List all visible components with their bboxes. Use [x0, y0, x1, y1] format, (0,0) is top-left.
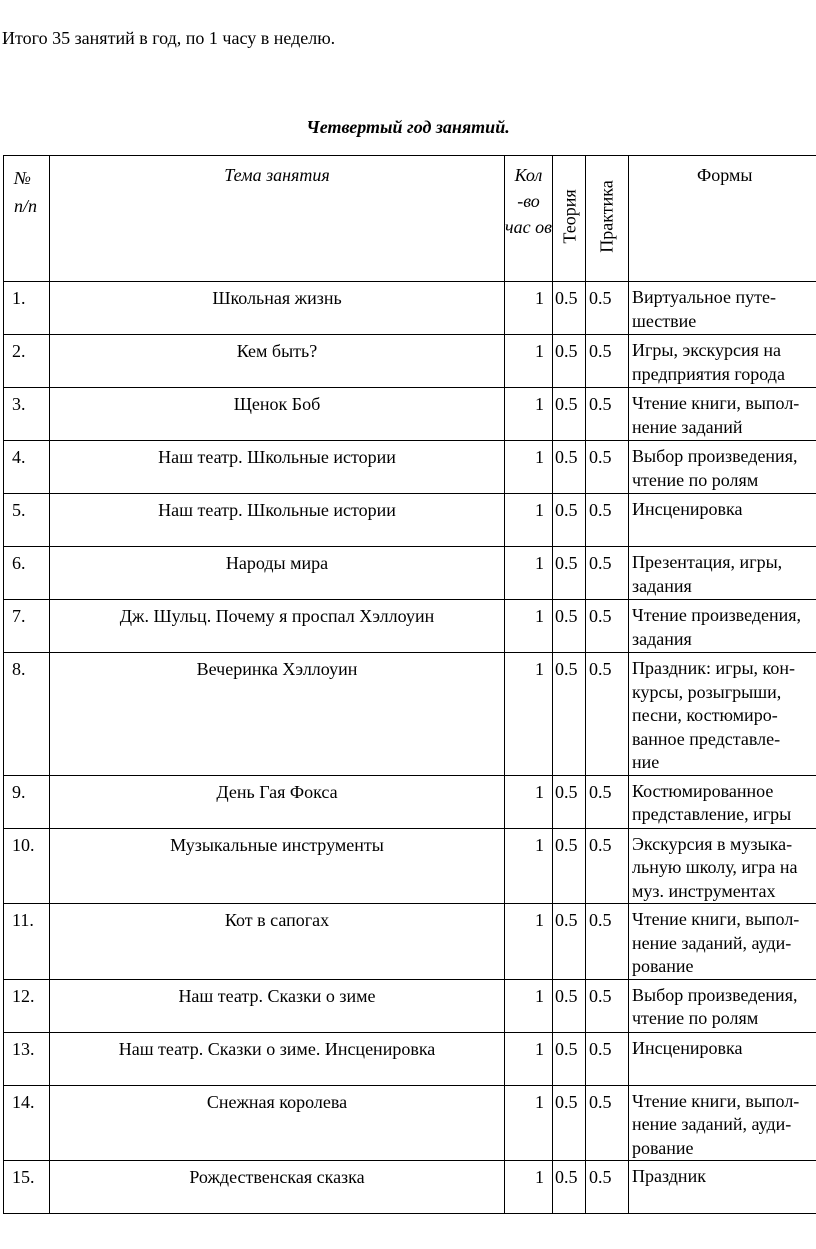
row-topic: Школьная жизнь — [50, 282, 505, 335]
header-theory — [553, 156, 586, 282]
row-hours: 1 — [505, 282, 553, 335]
row-theory: 0.5 — [553, 979, 586, 1032]
row-number: 11. — [4, 904, 50, 980]
row-theory: 0.5 — [553, 1032, 586, 1085]
row-number: 2. — [4, 335, 50, 388]
row-hours: 1 — [505, 979, 553, 1032]
row-practice: 0.5 — [586, 775, 629, 828]
section-title: Четвертый год занятий. — [306, 117, 510, 137]
header-theory-label: Теория — [559, 189, 580, 244]
row-forms: Костюмированное представление, игры — [629, 775, 816, 828]
table-row — [4, 547, 816, 600]
row-topic: Снежная королева — [50, 1085, 505, 1161]
row-hours: 1 — [505, 1085, 553, 1161]
row-forms: Праздник: игры, кон- курсы, розыгрыши, песни, костюмиро- ванное представле- ние — [629, 653, 816, 776]
row-theory: 0.5 — [553, 600, 586, 653]
row-hours: 1 — [505, 441, 553, 494]
row-practice: 0.5 — [586, 1032, 629, 1085]
row-practice: 0.5 — [586, 979, 629, 1032]
table-row — [4, 1161, 816, 1214]
row-practice: 0.5 — [586, 335, 629, 388]
row-forms: Выбор произведения, чтение по ролям — [629, 441, 816, 494]
row-forms: Чтение произведения, задания — [629, 600, 816, 653]
table-row — [4, 979, 816, 1032]
row-forms: Инсценировка — [629, 1032, 816, 1085]
header-forms: Формы — [629, 156, 816, 282]
table-row — [4, 828, 816, 904]
row-practice: 0.5 — [586, 600, 629, 653]
row-theory: 0.5 — [553, 1085, 586, 1161]
row-number: 3. — [4, 388, 50, 441]
row-number: 6. — [4, 547, 50, 600]
header-practice-label: Практика — [596, 180, 617, 253]
row-number: 1. — [4, 282, 50, 335]
row-hours: 1 — [505, 600, 553, 653]
row-topic: Наш театр. Сказки о зиме. Инсценировка — [50, 1032, 505, 1085]
row-topic: Кем быть? — [50, 335, 505, 388]
row-number: 13. — [4, 1032, 50, 1085]
row-topic: День Гая Фокса — [50, 775, 505, 828]
table-row — [4, 653, 816, 776]
row-practice: 0.5 — [586, 547, 629, 600]
row-topic: Вечеринка Хэллоуин — [50, 653, 505, 776]
row-hours: 1 — [505, 653, 553, 776]
table-row — [4, 441, 816, 494]
row-number: 9. — [4, 775, 50, 828]
row-hours: 1 — [505, 547, 553, 600]
row-forms: Чтение книги, выпол- нение заданий, ауди- рование — [629, 904, 816, 980]
row-topic: Народы мира — [50, 547, 505, 600]
table-row — [4, 1085, 816, 1161]
row-practice: 0.5 — [586, 494, 629, 547]
row-hours: 1 — [505, 904, 553, 980]
row-number: 12. — [4, 979, 50, 1032]
row-hours: 1 — [505, 775, 553, 828]
table-header-row — [4, 156, 816, 282]
row-forms: Экскурсия в музыка- льную школу, игра на муз. инструментах — [629, 828, 816, 904]
table-row — [4, 904, 816, 980]
header-practice — [586, 156, 629, 282]
row-forms: Виртуальное путе- шествие — [629, 282, 816, 335]
row-theory: 0.5 — [553, 904, 586, 980]
table-row — [4, 775, 816, 828]
row-theory: 0.5 — [553, 828, 586, 904]
row-theory: 0.5 — [553, 775, 586, 828]
table-row — [4, 335, 816, 388]
row-hours: 1 — [505, 1032, 553, 1085]
row-practice: 0.5 — [586, 441, 629, 494]
row-topic: Наш театр. Сказки о зиме — [50, 979, 505, 1032]
row-practice: 0.5 — [586, 388, 629, 441]
row-topic: Щенок Боб — [50, 388, 505, 441]
row-forms: Выбор произведения, чтение по ролям — [629, 979, 816, 1032]
header-hours: Кол -во час ов — [505, 156, 553, 282]
row-topic: Наш театр. Школьные истории — [50, 441, 505, 494]
row-practice: 0.5 — [586, 1161, 629, 1214]
row-theory: 0.5 — [553, 441, 586, 494]
table-row — [4, 1032, 816, 1085]
row-number: 5. — [4, 494, 50, 547]
row-topic: Рождественская сказка — [50, 1161, 505, 1214]
row-theory: 0.5 — [553, 494, 586, 547]
header-topic: Тема занятия — [50, 156, 505, 282]
row-topic: Наш театр. Школьные истории — [50, 494, 505, 547]
row-number: 8. — [4, 653, 50, 776]
table-row — [4, 388, 816, 441]
row-hours: 1 — [505, 828, 553, 904]
row-number: 4. — [4, 441, 50, 494]
row-number: 7. — [4, 600, 50, 653]
row-practice: 0.5 — [586, 828, 629, 904]
row-topic: Музыкальные инструменты — [50, 828, 505, 904]
row-theory: 0.5 — [553, 547, 586, 600]
row-forms: Презентация, игры, задания — [629, 547, 816, 600]
row-topic: Кот в сапогах — [50, 904, 505, 980]
row-practice: 0.5 — [586, 282, 629, 335]
row-forms: Чтение книги, выпол- нение заданий, ауди- рование — [629, 1085, 816, 1161]
row-forms: Игры, экскурсия на предприятия города — [629, 335, 816, 388]
row-number: 14. — [4, 1085, 50, 1161]
row-theory: 0.5 — [553, 1161, 586, 1214]
row-theory: 0.5 — [553, 388, 586, 441]
intro-text: Итого 35 занятий в год, по 1 часу в неделю. — [2, 28, 336, 48]
row-number: 15. — [4, 1161, 50, 1214]
row-hours: 1 — [505, 494, 553, 547]
row-practice: 0.5 — [586, 904, 629, 980]
row-hours: 1 — [505, 388, 553, 441]
lesson-table — [3, 155, 816, 1214]
row-hours: 1 — [505, 1161, 553, 1214]
row-forms: Инсценировка — [629, 494, 816, 547]
row-forms: Праздник — [629, 1161, 816, 1214]
row-theory: 0.5 — [553, 335, 586, 388]
table-row — [4, 600, 816, 653]
table-row — [4, 282, 816, 335]
row-forms: Чтение книги, выпол- нение заданий — [629, 388, 816, 441]
header-number: № п/п — [4, 156, 50, 282]
row-hours: 1 — [505, 335, 553, 388]
row-number: 10. — [4, 828, 50, 904]
row-practice: 0.5 — [586, 653, 629, 776]
row-theory: 0.5 — [553, 282, 586, 335]
row-theory: 0.5 — [553, 653, 586, 776]
row-topic: Дж. Шульц. Почему я проспал Хэллоуин — [50, 600, 505, 653]
row-practice: 0.5 — [586, 1085, 629, 1161]
table-row — [4, 494, 816, 547]
lesson-table-wrapper — [3, 155, 816, 1214]
